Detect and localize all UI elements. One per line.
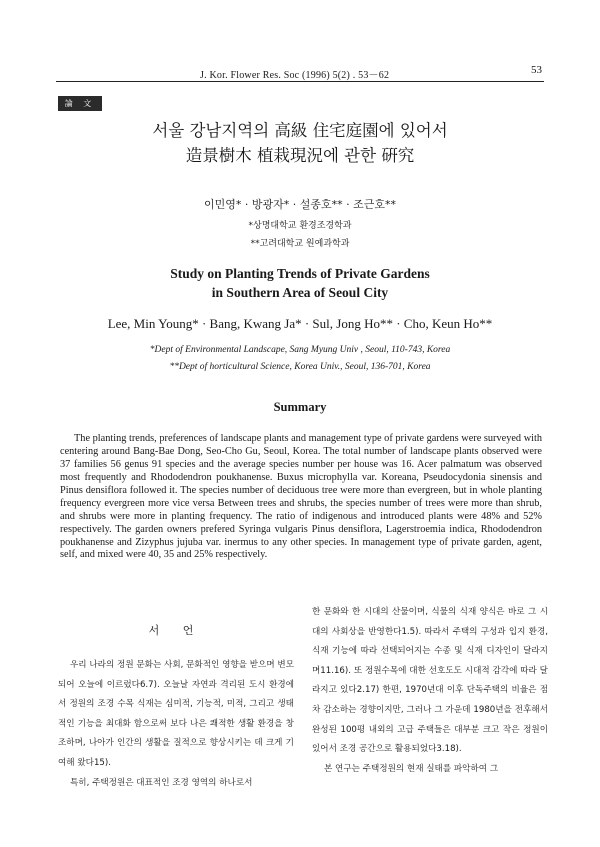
korean-title bbox=[0, 118, 600, 168]
english-title bbox=[0, 264, 600, 302]
korean-affiliation-1: *상명대학교 환경조경학과 bbox=[248, 221, 352, 231]
english-authors: Lee, Min Young* · Bang, Kwang Ja* · Sul, Jong Ho** · Cho, Keun Ho** bbox=[107, 316, 493, 331]
right-column bbox=[312, 603, 548, 779]
english-affiliation-1: *Dept of Environmental Landscape, Sang Myung Univ , Seoul, 110-743, Korea bbox=[149, 345, 451, 355]
summary-body: The planting trends, preferences of landscape plants and management type of private gardens were surveyed with centering around Bang-Bae Dong, Seo-Cho Gu, Seoul, Korea. The total number of landscape plants observed were 37 families 56 genus 91 species and the average species number per house was 16. Acer palmatum was observed most frequently and Rhododendron poukhanense. Buxus microphylla var. Koreana, Pseudocydonia sinensis and Pinus densiflora followed it. The species number of deciduous tree were more than evergreen, but in whole planting frequency evergreen more vice versa Between trees and shrubs, the species number of trees were more than shrub, and shrubs were more in planting frequency. The ratio of indigenous and introduced plants were 48% and 52% respectively. The garden owners prefered Syringa vulgaris Pinus densiflora, Lagerstroemia indica, Rhododendron poukhanense and Zizyphus jujuba var. inermus to any other species. In management type of private garden, agent, self, and mixed were 40, 35 and 25% respectively. bbox=[60, 433, 542, 561]
left-column bbox=[58, 625, 294, 793]
english-title-line-2: in Southern Area of Seoul City bbox=[211, 285, 389, 300]
introduction-heading: 서 언 bbox=[148, 624, 204, 637]
left-paragraph-2: 특히, 주택정원은 대표적인 조경 영역의 하나로서 bbox=[70, 777, 253, 788]
english-title-line-1: Study on Planting Trends of Private Gardens bbox=[170, 266, 430, 281]
right-paragraph-1: 한 문화와 한 시대의 산물이며, 식물의 식재 양식은 바로 그 시대의 사회상을 반영한다1.5). 따라서 주택의 구성과 입지 환경, 식재 기능에 따라 선택되어지는 수종 및 식재 디자인이 달라지며11.16). 또 정원수목에 대한 선호도도 시대적 감각에 따라 달라지고 있다2.17) 한편, 1970년대 이후 단독주택의 비율은 점차 감소하는 경향이지만, 그러나 그 가운데 1980년을 전후해서 완성된 100평 내외의 고급 주택들은 대부분 크고 작은 정원이 있어서 조경 공간으로 활용되었다3.18). bbox=[312, 607, 548, 755]
korean-authors: 이민영* · 방광자* · 설종호** · 조근호** bbox=[204, 198, 396, 211]
page-number: 53 bbox=[531, 64, 542, 76]
running-head: J. Kor. Flower Res. Soc (1996) 5(2) . 53－62 bbox=[200, 70, 390, 81]
korean-title-line-1: 서울 강남지역의 高級 住宅庭園에 있어서 bbox=[152, 121, 448, 140]
header-rule bbox=[56, 81, 544, 82]
korean-affiliation-2: **고려대학교 원예과학과 bbox=[250, 239, 350, 249]
summary-heading: Summary bbox=[273, 400, 327, 414]
paper-type-badge: 論 文 bbox=[58, 96, 102, 111]
left-paragraph-1: 우리 나라의 정원 문화는 사회, 문화적인 영향을 받으며 변모되어 오늘에 이르렀다6.7). 오늘날 자연과 격리된 도시 환경에서 정원의 조경 수목 식재는 심미적, 기능적, 미적, 그리고 생태적인 기능을 최대화 함으로써 보다 나은 쾌적한 생활 환경을 창조하며, 나아가 인간의 생활을 질적으로 향상시키는 데 크게 기여해 왔다15). bbox=[58, 660, 294, 768]
korean-title-line-2: 造景樹木 植栽現況에 관한 硏究 bbox=[185, 146, 415, 165]
english-affiliation-2: **Dept of horticultural Science, Korea Univ., Seoul, 136-701, Korea bbox=[169, 362, 431, 372]
right-paragraph-2: 본 연구는 주택정원의 현재 실태를 파악하여 그 bbox=[324, 763, 499, 774]
